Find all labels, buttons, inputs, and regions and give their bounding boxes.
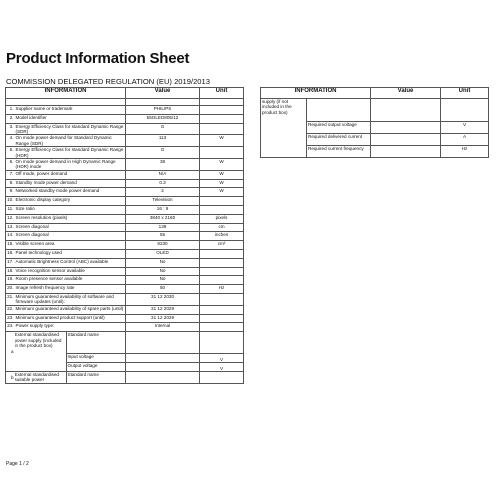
psu-row [6, 332, 244, 354]
row-value: 50 [126, 285, 200, 294]
table-row [6, 179, 244, 188]
row-value: 0.3 [126, 179, 200, 188]
psu-label: External standardised suitable power [15, 372, 67, 383]
row-information: Voice recognition sensor available [15, 267, 126, 276]
row-information: Power supply type: [15, 323, 126, 332]
row-value: 113 [126, 135, 200, 147]
row-information: Supplier name or trademark [15, 106, 126, 115]
table-row: Required current frequency Hz [261, 145, 489, 157]
row-number: 9. [6, 188, 15, 197]
row-information: Screen diagonal [15, 232, 126, 241]
row-information: Energy Efficiency Class for standard Dynamic Range (SDR) [15, 123, 126, 135]
row-information: Size ratio [15, 206, 126, 215]
row-information: Room presence sensor available [15, 276, 126, 285]
psu-label: External standardised power supply (included in the product box) [15, 332, 67, 371]
row-value: 16 : 9 [126, 206, 200, 215]
row-value: Television [126, 197, 200, 206]
required-output-voltage: Required output voltage [307, 121, 371, 133]
right-header-value: Value [371, 88, 441, 99]
row-number: 20. [6, 285, 15, 294]
table-row [6, 206, 244, 215]
table-row [6, 106, 244, 115]
row-unit [200, 197, 244, 206]
row-value: 55OLED805/12 [126, 114, 200, 123]
row-unit: cm² [200, 241, 244, 250]
table-row [6, 99, 244, 106]
row-number: 1. [6, 106, 15, 115]
row-information: Panel technology used [15, 250, 126, 259]
table-row: Required delivered current A [261, 133, 489, 145]
psu-value [126, 332, 200, 354]
right-header-unit: Unit [441, 88, 489, 99]
row-value: 55 [126, 232, 200, 241]
row-value: 3840 x 2160 [126, 214, 200, 223]
row-information: Minimum guaranteed availability of spare parts (until) [15, 305, 126, 314]
row-number: 13. [6, 223, 15, 232]
header-unit: Unit [200, 88, 244, 99]
psu-field-label: Standard name [67, 372, 99, 377]
psu-field-label: Standard name [67, 332, 126, 354]
row-value: No [126, 258, 200, 267]
table-row [6, 159, 244, 171]
table-row [6, 294, 244, 306]
row-information: Networked standby mode power demand [15, 188, 126, 197]
table-row [6, 214, 244, 223]
psu-letter: b [6, 372, 15, 384]
table-row [6, 285, 244, 294]
row-number: 24. [6, 323, 15, 332]
row-number: 11. [6, 206, 15, 215]
row-number: 10. [6, 197, 15, 206]
row-value: G [126, 123, 200, 135]
table-row [6, 170, 244, 179]
row-value: 31 12 2029 [126, 305, 200, 314]
table-row [6, 241, 244, 250]
row-information: Energy Efficiency Class for standard Dynamic Range (HDR) [15, 147, 126, 159]
header-value: Value [126, 88, 200, 99]
right-intro-cell: supply (if not included in the product box) [261, 99, 307, 122]
row-number: 5. [6, 147, 15, 159]
row-number: 8. [6, 179, 15, 188]
row-unit [200, 267, 244, 276]
row-information: Screen resolution (pixels) [15, 214, 126, 223]
row-information: Model identifier [15, 114, 126, 123]
row-unit [200, 114, 244, 123]
row-value: G [126, 147, 200, 159]
right-intro-row [261, 99, 489, 122]
table-row [6, 114, 244, 123]
page-footer: Page 1 / 2 [6, 461, 29, 467]
psu-value [126, 372, 200, 384]
row-number: 6. [6, 159, 15, 171]
row-value: 8230 [126, 241, 200, 250]
row-number: 3. [6, 123, 15, 135]
row-unit: W [200, 170, 244, 179]
psu-value [126, 354, 200, 363]
psu-unit [200, 332, 244, 354]
row-value: OLED [126, 250, 200, 259]
row-number: 14. [6, 232, 15, 241]
row-information: Standby mode power demand [15, 179, 126, 188]
row-number: 15. [6, 241, 15, 250]
row-value: N/A [126, 170, 200, 179]
row-unit: W [200, 159, 244, 171]
row-information: Electronic display category [15, 197, 126, 206]
row-information: Screen diagonal [15, 223, 126, 232]
row-information: On mode power demand for Standard Dynamic Range (SDR) [15, 135, 126, 147]
psu-value [126, 363, 200, 372]
required-delivered-current: Required delivered current [307, 133, 371, 145]
row-number [6, 99, 15, 106]
required-current-frequency: Required current frequency [307, 145, 371, 157]
row-unit [200, 106, 244, 115]
table-row [6, 188, 244, 197]
table-row [6, 276, 244, 285]
row-unit [200, 258, 244, 267]
table-body [6, 99, 244, 384]
table-row [6, 323, 244, 332]
row-number: 7. [6, 170, 15, 179]
row-number: 22. [6, 305, 15, 314]
row-number: 23. [6, 314, 15, 323]
table-row [6, 250, 244, 259]
row-information: Visible screen area [15, 241, 126, 250]
psu-unit [200, 372, 244, 384]
row-information: Off mode, power demand [15, 170, 126, 179]
psu-field-label: Input voltage [67, 354, 126, 363]
row-unit: cm [200, 223, 244, 232]
row-number: 17. [6, 258, 15, 267]
psu-unit: V [200, 363, 244, 372]
table-row [6, 232, 244, 241]
row-value: 31 12 2030 [126, 294, 200, 306]
product-info-table [5, 87, 244, 384]
row-number: 18. [6, 267, 15, 276]
row-value: 2 [126, 188, 200, 197]
row-unit: pixels [200, 214, 244, 223]
regulation-subtitle: COMMISSION DELEGATED REGULATION (EU) 2019/2013 [6, 77, 210, 86]
row-information [15, 99, 126, 106]
row-value: PHILIPS [126, 106, 200, 115]
psu-row [6, 372, 244, 384]
row-unit [200, 250, 244, 259]
row-value [126, 99, 200, 106]
row-unit [200, 99, 244, 106]
row-unit [200, 305, 244, 314]
row-unit: W [200, 135, 244, 147]
row-unit [200, 276, 244, 285]
row-number: 16. [6, 250, 15, 259]
row-number: 12. [6, 214, 15, 223]
table-row [6, 147, 244, 159]
table-row: Required output voltage V [261, 121, 489, 133]
row-value: 139 [126, 223, 200, 232]
row-unit: Hz [200, 285, 244, 294]
table-row [6, 197, 244, 206]
page-title: Product Information Sheet [6, 50, 190, 67]
row-value: 38 [126, 159, 200, 171]
row-information: Minimum guaranteed product support (until) [15, 314, 126, 323]
table-header-row [6, 88, 244, 99]
right-header-information: INFORMATION [261, 88, 371, 99]
psu-letter: a [6, 332, 15, 372]
row-number: 21. [6, 294, 15, 306]
right-header-row [261, 88, 489, 99]
row-unit [200, 323, 244, 332]
table-row [6, 314, 244, 323]
row-unit: W [200, 188, 244, 197]
right-info-table [260, 87, 489, 158]
table-row [6, 267, 244, 276]
row-number: 19. [6, 276, 15, 285]
row-unit: W [200, 179, 244, 188]
row-information: Image refresh frequency rate [15, 285, 126, 294]
row-number: 2. [6, 114, 15, 123]
row-information: Automatic Brightness Control (ABC) available [15, 258, 126, 267]
table-row [6, 305, 244, 314]
row-value: No [126, 267, 200, 276]
row-unit [200, 147, 244, 159]
row-unit [200, 206, 244, 215]
table-row [6, 123, 244, 135]
row-number: 4. [6, 135, 15, 147]
row-unit: inches [200, 232, 244, 241]
table-row [6, 135, 244, 147]
row-unit [200, 294, 244, 306]
row-value: Internal [126, 323, 200, 332]
row-information: Minimum guaranteed availability of software and firmware updates (until): [15, 294, 126, 306]
header-information: INFORMATION [6, 88, 126, 99]
table-row [6, 223, 244, 232]
row-value: 31 12 2029 [126, 314, 200, 323]
row-unit [200, 123, 244, 135]
table-row [6, 258, 244, 267]
psu-unit: V [200, 354, 244, 363]
row-value: No [126, 276, 200, 285]
row-information: On mode power demand in High Dynamic Range (HDR) mode [15, 159, 126, 171]
row-unit [200, 314, 244, 323]
psu-field-label: Output voltage [67, 363, 98, 368]
